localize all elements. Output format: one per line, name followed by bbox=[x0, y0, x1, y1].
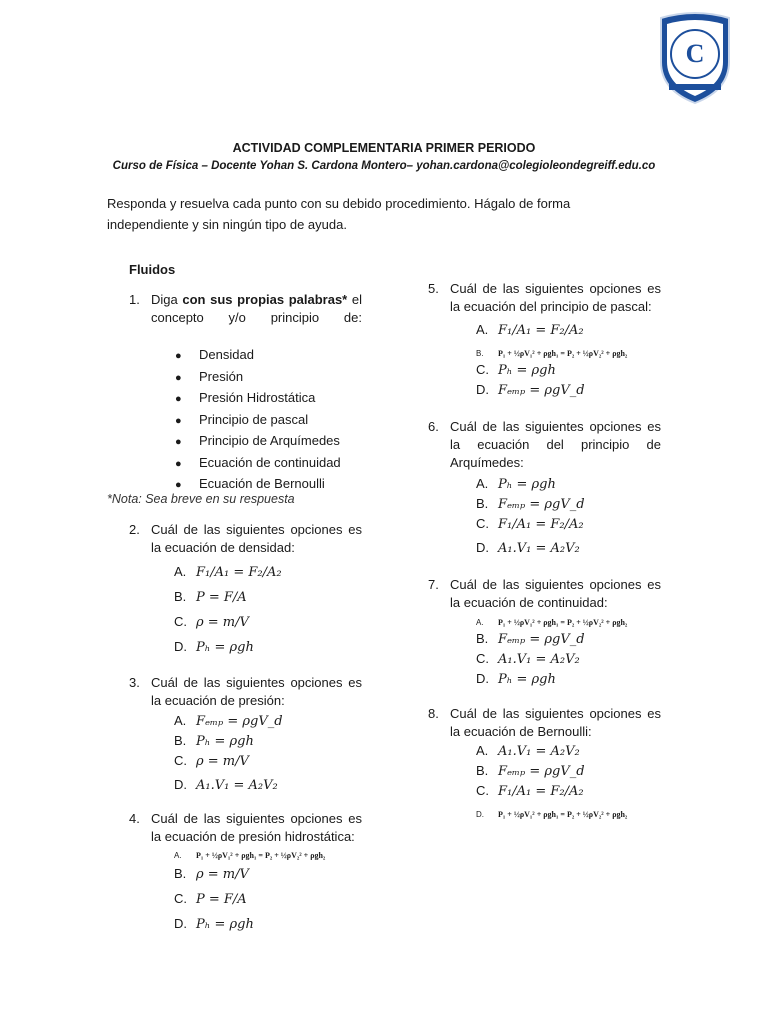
bullet-icon: ● bbox=[175, 371, 182, 384]
options-list bbox=[476, 320, 627, 400]
option-c: C. A₁.V₁ = A₂V₂ bbox=[476, 651, 580, 667]
question-7 bbox=[428, 576, 661, 614]
question-number: 2. bbox=[129, 522, 140, 537]
option-b: B. Fₑₘₚ = ρgV_d bbox=[476, 631, 585, 647]
question-number: 7. bbox=[428, 577, 439, 592]
question-text: Cuál de las siguientes opciones es la ecuación de Bernoulli: bbox=[450, 706, 661, 739]
document-title: ACTIVIDAD COMPLEMENTARIA PRIMER PERIODO bbox=[232, 141, 536, 155]
option-c: C. ρ = m/V bbox=[174, 753, 249, 769]
option-a: A. Pₕ = ρgh bbox=[476, 476, 556, 492]
bullet-icon: ● bbox=[175, 393, 182, 405]
list-item: ● Densidad bbox=[175, 345, 341, 367]
list-item: ● Presión bbox=[175, 367, 341, 389]
emphasis-text: con sus propias palabras* bbox=[182, 292, 348, 307]
options-list bbox=[476, 613, 627, 689]
option-c: C. F₁/A₁ = F₂/A₂ bbox=[476, 516, 584, 532]
school-crest-logo bbox=[655, 10, 735, 105]
option-a: A. F₁/A₁ = F₂/A₂ bbox=[476, 322, 584, 338]
options-list bbox=[476, 741, 627, 824]
question-text: Cuál de las siguientes opciones es la ecuación de densidad: bbox=[151, 522, 362, 555]
document-subtitle: Curso de Física – Docente Yohan S. Cardona Montero– yohan.cardona@colegioleondegreiff.edu.co bbox=[112, 160, 656, 172]
bullet-icon: ● bbox=[175, 350, 182, 362]
option-d: D. Pₕ = ρgh bbox=[476, 671, 556, 687]
question-number: 4. bbox=[129, 811, 140, 826]
list-item: ● Ecuación de continuidad bbox=[175, 453, 341, 475]
option-a: A. P₁ + ½ρV₁² + ρgh₁ = P₂ + ½ρV₂² + ρgh₂ bbox=[174, 851, 326, 860]
question-5 bbox=[428, 280, 661, 318]
svg-text:C: C bbox=[685, 39, 705, 68]
option-a: A. F₁/A₁ = F₂/A₂ bbox=[174, 564, 282, 580]
option-a: A. Fₑₘₚ = ρgV_d bbox=[174, 713, 283, 729]
list-item: ● Principio de pascal bbox=[175, 410, 341, 432]
instructions-paragraph: Responda y resuelva cada punto con su debido procedimiento. Hágalo de forma independiente y sin ningún tipo de ayuda. bbox=[107, 196, 571, 232]
question-text: Diga con sus propias palabras* el concepto y/o principio de: bbox=[151, 292, 362, 325]
option-b: B. Fₑₘₚ = ρgV_d bbox=[476, 763, 585, 779]
option-c: C. F₁/A₁ = F₂/A₂ bbox=[476, 783, 584, 799]
option-d: D. P₁ + ½ρV₁² + ρgh₁ = P₂ + ½ρV₂² + ρgh₂ bbox=[476, 810, 628, 819]
question-1 bbox=[129, 291, 362, 331]
question-number: 6. bbox=[428, 419, 439, 434]
question-number: 8. bbox=[428, 706, 439, 721]
list-item: ● Ecuación de Bernoulli bbox=[175, 474, 341, 496]
option-b: B. ρ = m/V bbox=[174, 866, 249, 882]
option-d: D. A₁.V₁ = A₂V₂ bbox=[476, 540, 580, 556]
question-number: 5. bbox=[428, 281, 439, 296]
concept-list bbox=[175, 345, 341, 496]
bullet-icon: ● bbox=[175, 457, 182, 470]
options-list bbox=[174, 846, 325, 934]
option-b: B. P₁ + ½ρV₁² + ρgh₁ = P₂ + ½ρV₂² + ρgh₂ bbox=[476, 349, 628, 358]
bullet-icon: ● bbox=[175, 436, 182, 448]
option-a: A. P₁ + ½ρV₁² + ρgh₁ = P₂ + ½ρV₂² + ρgh₂ bbox=[476, 618, 628, 627]
question-text: Cuál de las siguientes opciones es la ecuación de presión hidrostática: bbox=[151, 811, 362, 844]
option-c: C. ρ = m/V bbox=[174, 614, 249, 630]
bullet-icon: ● bbox=[175, 414, 182, 427]
option-b: B. P = F/A bbox=[174, 589, 247, 605]
section-heading: Fluidos bbox=[129, 262, 176, 277]
option-d: D. Fₑₘₚ = ρgV_d bbox=[476, 382, 585, 398]
list-item: ● Presión Hidrostática bbox=[175, 388, 341, 410]
question-4 bbox=[129, 810, 362, 848]
option-c: C. Pₕ = ρgh bbox=[476, 362, 556, 378]
question-text: Cuál de las siguientes opciones es la ecuación de presión: bbox=[151, 675, 362, 708]
question-2 bbox=[129, 521, 362, 559]
question-6 bbox=[428, 418, 661, 474]
option-b: B. Pₕ = ρgh bbox=[174, 733, 254, 749]
option-d: D. A₁.V₁ = A₂V₂ bbox=[174, 777, 278, 793]
question-text: Cuál de las siguientes opciones es la ecuación de continuidad: bbox=[450, 577, 661, 610]
option-d: D. Pₕ = ρgh bbox=[174, 639, 254, 655]
list-item: ● Principio de Arquímedes bbox=[175, 431, 341, 453]
option-b: B. Fₑₘₚ = ρgV_d bbox=[476, 496, 585, 512]
question-8 bbox=[428, 705, 661, 743]
options-list bbox=[174, 711, 283, 795]
question-3 bbox=[129, 674, 362, 712]
question-number: 3. bbox=[129, 675, 140, 690]
option-d: D. Pₕ = ρgh bbox=[174, 916, 254, 932]
option-c: C. P = F/A bbox=[174, 891, 247, 907]
question-number: 1. bbox=[129, 292, 140, 307]
bullet-icon: ● bbox=[175, 479, 182, 491]
question-text: Cuál de las siguientes opciones es la ecuación del principio de pascal: bbox=[450, 281, 661, 314]
option-a: A. A₁.V₁ = A₂V₂ bbox=[476, 743, 580, 759]
question-text: Cuál de las siguientes opciones es la ecuación del principio de Arquímedes: bbox=[450, 419, 661, 470]
options-list bbox=[174, 562, 282, 657]
note-text: *Nota: Sea breve en su respuesta bbox=[107, 492, 295, 506]
options-list bbox=[476, 474, 585, 558]
